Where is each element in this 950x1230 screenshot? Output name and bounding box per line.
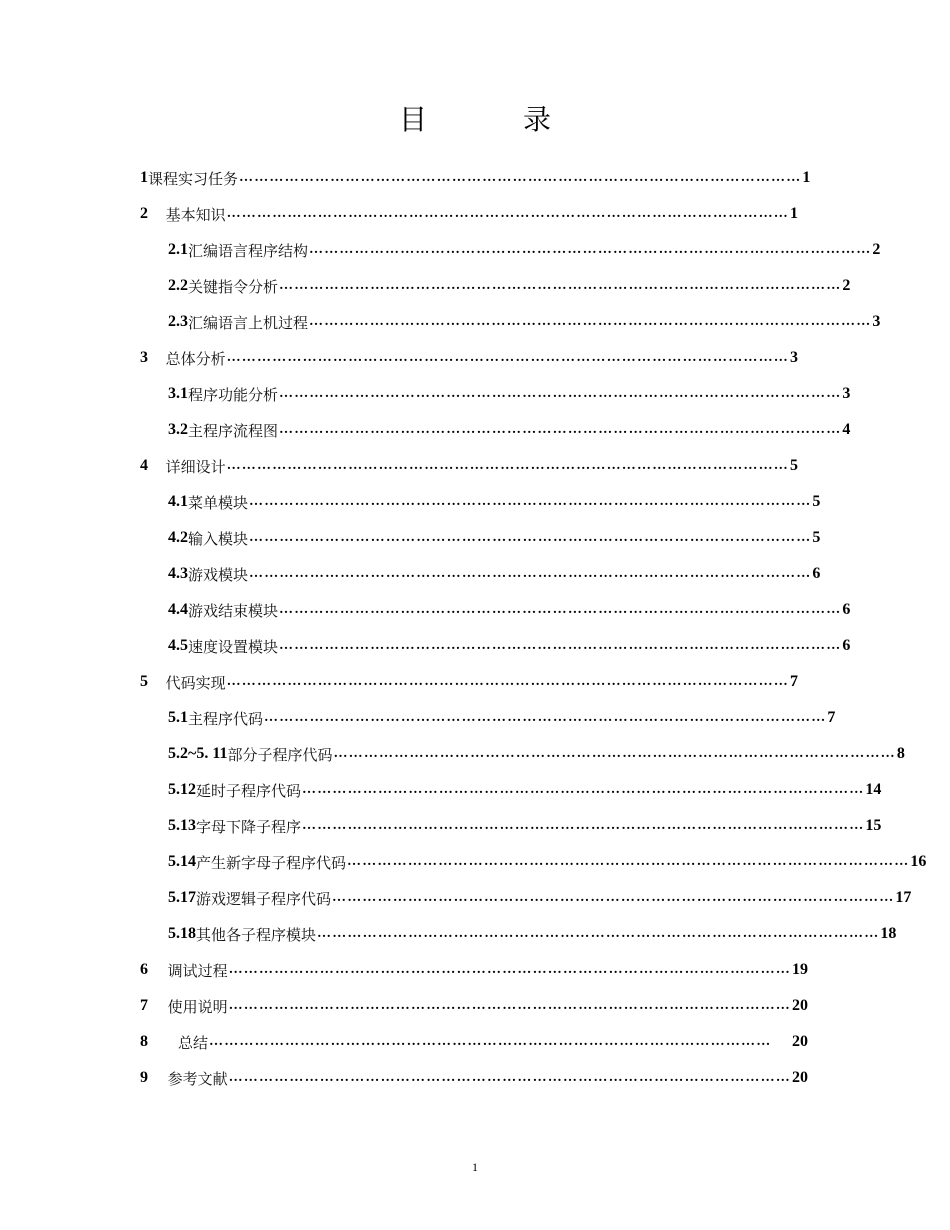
toc-leader-dots: ………………………………………………………………………………………………… [249,494,812,509]
toc-leader-dots: ………………………………………………………………………………………………… [279,386,842,401]
toc-entry-number: 4.4 [168,601,188,618]
toc-entry-number: 4.3 [168,565,188,582]
toc-entry-8[interactable] [140,1024,808,1060]
toc-entry-page: 6 [842,601,851,618]
toc-leader-dots: ………………………………………………………………………………………………… [226,350,789,365]
toc-entry-page: 15 [865,817,882,834]
toc-entry-label: 输入模块 [188,529,249,548]
toc-entry-number: 4.5 [168,637,188,654]
toc-entry-number: 5.18 [168,925,196,942]
toc-entry-7[interactable] [140,988,808,1024]
toc-entry-page: 7 [790,673,798,690]
toc-entry-number: 3.1 [168,385,188,402]
page-number-footer: 1 [472,1160,478,1174]
toc-entry-number: 5.17 [168,889,196,906]
toc-entry-label: 基本知识 [165,205,226,224]
toc-entry-page: 3 [872,313,881,330]
toc-leader-dots: ………………………………………………………………………………………………… [226,674,789,689]
toc-entry-number: 1 [140,169,148,186]
toc-entry-2-3[interactable] [168,304,881,340]
toc-entry-4-4[interactable] [168,592,851,628]
toc-entry-label: 总结 [178,1033,209,1052]
toc-leader-dots: ………………………………………………………………………………………………… [279,422,842,437]
toc-entry-4-3[interactable] [168,556,821,592]
toc-entry-label: 程序功能分析 [188,385,279,404]
toc-entry-label: 汇编语言程序结构 [188,241,309,260]
toc-leader-dots: ………………………………………………………………………………………………… [309,242,872,257]
toc-leader-dots: ………………………………………………………………………………………………… [226,458,789,473]
toc-leader-dots: ………………………………………………………………………………………………… [302,782,865,797]
toc-entry-number: 3 [140,349,148,366]
toc-leader-dots: ………………………………………………………………………………………………… [279,638,842,653]
toc-entry-page: 7 [827,709,836,726]
toc-entry-5-18[interactable] [168,916,897,952]
toc-entry-label: 游戏模块 [188,565,249,584]
toc-entry-label: 总体分析 [165,349,226,368]
toc-entry-3-2[interactable] [168,412,851,448]
toc-entry-5[interactable] [140,664,798,700]
toc-entry-page: 6 [842,637,851,654]
toc-leader-dots: ………………………………………………………………………………………………… [279,278,842,293]
toc-entry-label: 汇编语言上机过程 [188,313,309,332]
toc-entry-5-1[interactable] [168,700,836,736]
toc-entry-label: 延时子程序代码 [196,781,302,800]
toc-entry-page: 5 [812,493,821,510]
toc-entry-label: 详细设计 [165,457,226,476]
toc-entry-label: 速度设置模块 [188,637,279,656]
toc-entry-3[interactable] [140,340,798,376]
toc-entry-number: 5.13 [168,817,196,834]
toc-entry-5-17[interactable] [168,880,912,916]
toc-entry-2-1[interactable] [168,232,881,268]
toc-leader-dots: ………………………………………………………………………………………………… [347,854,910,869]
toc-entry-label: 调试过程 [167,961,228,980]
toc-entry-page: 8 [896,745,905,762]
toc-entry-label: 菜单模块 [188,493,249,512]
toc-entry-label: 产生新字母子程序代码 [196,853,347,872]
toc-entry-9[interactable] [140,1060,808,1096]
toc-entry-4-1[interactable] [168,484,821,520]
toc-entry-page: 3 [842,385,851,402]
toc-entry-number: 5 [140,673,148,690]
toc-entry-label: 课程实习任务 [148,169,239,188]
toc-entry-page: 2 [842,277,851,294]
toc-entry-page: 1 [790,205,798,222]
toc-entry-number: 2.1 [168,241,188,258]
toc-entry-page: 18 [880,925,897,942]
toc-entry-number: 2.2 [168,277,188,294]
toc-entry-label: 部分子程序代码 [227,745,333,764]
toc-entry-4-2[interactable] [168,520,821,556]
toc-entry-page: 3 [790,349,798,366]
toc-leader-dots: ………………………………………………………………………………………………… [249,530,812,545]
toc-entry-3-1[interactable] [168,376,851,412]
toc-entry-label: 主程序流程图 [188,421,279,440]
toc-leader-dots: ………………………………………………………………………………………………… [209,1034,772,1049]
toc-leader-dots: ………………………………………………………………………………………………… [228,998,791,1013]
toc-entry-page: 2 [872,241,881,258]
toc-entry-page: 4 [842,421,851,438]
toc-entry-label: 主程序代码 [188,709,264,728]
toc-entry-label: 游戏结束模块 [188,601,279,620]
toc-entry-number: 5.12 [168,781,196,798]
toc-entry-number: 5.14 [168,853,196,870]
toc-entry-5-14[interactable] [168,844,927,880]
toc-entry-number: 2.3 [168,313,188,330]
toc-entry-label: 参考文献 [167,1069,228,1088]
toc-entry-5-2-5-11[interactable] [168,736,905,772]
toc-entry-label: 字母下降子程序 [196,817,302,836]
toc-entry-page: 20 [792,1033,808,1050]
toc-entry-number: 4 [140,457,148,474]
toc-leader-dots: ………………………………………………………………………………………………… [226,206,789,221]
toc-entry-label: 使用说明 [167,997,228,1016]
toc-entry-number: 2 [140,205,148,222]
toc-entry-page: 1 [802,169,811,186]
toc-leader-dots: ………………………………………………………………………………………………… [317,926,880,941]
toc-entry-number: 3.2 [168,421,188,438]
toc-entry-5-13[interactable] [168,808,882,844]
toc-entry-label: 游戏逻辑子程序代码 [196,889,332,908]
toc-entry-2-2[interactable] [168,268,851,304]
toc-entry-number: 8 [140,1033,148,1050]
toc-leader-dots: ………………………………………………………………………………………………… [333,746,896,761]
toc-entry-label: 代码实现 [165,673,226,692]
toc-entry-4[interactable] [140,448,798,484]
toc-entry-page: 5 [790,457,798,474]
toc-entry-4-5[interactable] [168,628,851,664]
toc-leader-dots: ………………………………………………………………………………………………… [302,818,865,833]
toc-entry-page: 20 [792,997,808,1014]
toc-leader-dots: ………………………………………………………………………………………………… [249,566,812,581]
toc-leader-dots: ………………………………………………………………………………………………… [309,314,872,329]
toc-entry-page: 6 [812,565,821,582]
toc-title: 目 录 [398,103,585,136]
toc-entry-page: 17 [895,889,912,906]
toc-entry-6[interactable] [140,952,808,988]
toc-entry-5-12[interactable] [168,772,882,808]
toc-entry-page: 19 [792,961,808,978]
toc-entry-label: 关键指令分析 [188,277,279,296]
toc-entry-number: 4.2 [168,529,188,546]
toc-leader-dots: ………………………………………………………………………………………………… [332,890,895,905]
toc-entry-number: 6 [140,961,148,978]
toc-entry-number: 5.2~5. 11 [168,745,228,762]
toc-leader-dots: ………………………………………………………………………………………………… [228,962,791,977]
toc-entry-page: 5 [812,529,821,546]
toc-leader-dots: ………………………………………………………………………………………………… [239,170,802,185]
toc-entry-label: 其他各子程序模块 [196,925,317,944]
toc-entry-page: 14 [865,781,882,798]
toc-entry-2[interactable] [140,196,798,232]
toc-leader-dots: ………………………………………………………………………………………………… [228,1070,791,1085]
toc-entry-number: 5.1 [168,709,188,726]
toc-leader-dots: ………………………………………………………………………………………………… [279,602,842,617]
toc-entry-1[interactable] [140,160,811,196]
toc-entry-number: 4.1 [168,493,188,510]
toc-entry-number: 7 [140,997,148,1014]
toc-entry-page: 16 [910,853,927,870]
toc-entry-number: 9 [140,1069,148,1086]
toc-leader-dots: ………………………………………………………………………………………………… [264,710,827,725]
toc-entry-page: 20 [792,1069,808,1086]
